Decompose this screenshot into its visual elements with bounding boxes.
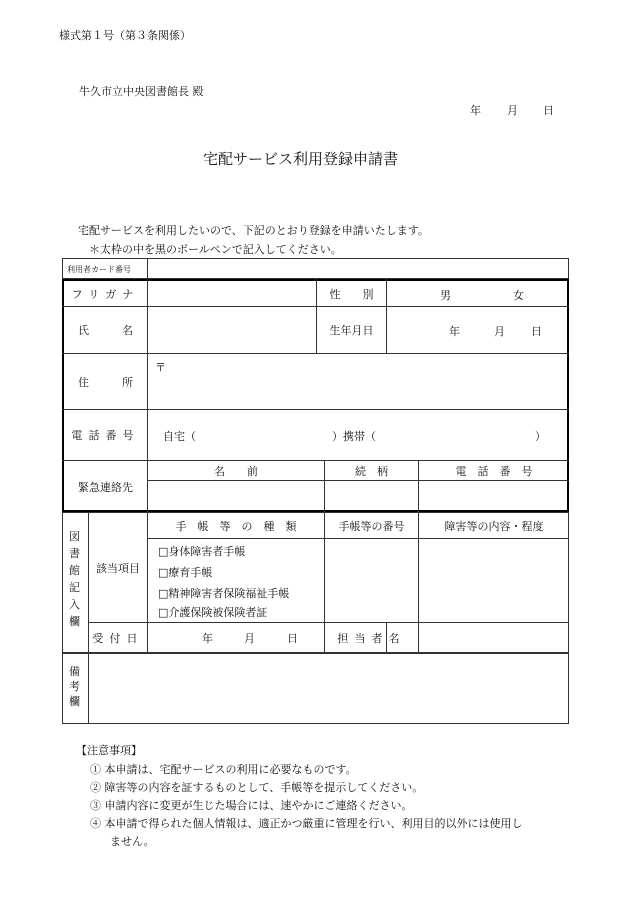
emergency-relation-input[interactable]: [327, 483, 416, 509]
home-phone-label: 自宅（: [163, 430, 196, 443]
library-section-label: 図 書 館 記 入 欄: [69, 530, 80, 628]
addressee: 牛久市立中央図書館長 殿: [79, 85, 204, 98]
birth-year-label: 年: [449, 325, 460, 338]
date-year-label: 年: [470, 104, 481, 117]
phone-label: 電話番号: [71, 429, 140, 442]
emergency-relation-header: 続 柄: [355, 464, 388, 478]
handbook-type-header: 手 帳 等 の 種 類: [175, 519, 297, 533]
address-input[interactable]: [170, 357, 565, 407]
note-item-2: ② 障害等の内容を証するものとして、手帳等を提示してください。: [90, 781, 424, 794]
emergency-phone-header: 電 話 番 号: [455, 464, 533, 478]
notes-heading: 【注意事項】: [76, 744, 142, 757]
birth-month-label: 月: [494, 325, 505, 338]
received-day-label: 日: [287, 632, 298, 645]
note-item-1: ① 本申請は、宅配サービスの利用に必要なものです。: [90, 763, 357, 776]
card-number-input[interactable]: [150, 260, 566, 277]
remarks-label: 備 考 欄: [69, 665, 80, 708]
handbook-option-physical[interactable]: □身体障害者手帳: [158, 545, 246, 558]
note-item-4: ④ 本申請で得られた個人情報は、適正かつ厳重に管理を行い、利用目的以外には使用し: [90, 817, 523, 830]
mobile-phone-label: ）携帯（: [332, 430, 376, 443]
card-number-label: 利用者カード番号: [67, 265, 131, 274]
received-date-label: 受付日: [92, 632, 144, 645]
emergency-name-header: 名 前: [214, 464, 258, 478]
handbook-option-mental[interactable]: □精神障害者保険福祉手帳: [158, 587, 290, 600]
page-title: 宅配サービス利用登録申請書: [203, 150, 399, 168]
staff-name-label: 担当者名: [337, 632, 406, 645]
name-input[interactable]: [150, 309, 314, 351]
remarks-input[interactable]: [92, 656, 566, 721]
note-item-3: ③ 申請内容に変更が生じた場合には、速やかにご連絡ください。: [90, 799, 413, 812]
postal-mark: 〒: [155, 361, 166, 374]
handbook-option-ryoiku[interactable]: □療育手帳: [158, 566, 213, 579]
furigana-label: フリガナ: [71, 287, 140, 301]
date-day-label: 日: [543, 104, 554, 117]
instruction-text: ＊太枠の中を黒のボールペンで記入してください。: [89, 243, 342, 256]
date-month-label: 月: [507, 104, 518, 117]
name-label: 氏 名: [78, 324, 133, 337]
note-item-4-continuation: ません。: [110, 835, 155, 848]
phone-close-paren: ）: [535, 430, 546, 443]
emergency-contact-label: 緊急連絡先: [78, 480, 133, 494]
intro-text: 宅配サービスを利用したいので、下記のとおり登録を申請いたします。: [78, 224, 429, 237]
birth-day-label: 日: [531, 325, 542, 338]
disability-header: 障害等の内容・程度: [444, 519, 544, 533]
received-month-label: 月: [244, 632, 255, 645]
address-label: 住 所: [78, 375, 133, 389]
emergency-phone-input[interactable]: [421, 483, 565, 509]
furigana-input[interactable]: [150, 282, 314, 304]
received-year-label: 年: [202, 632, 213, 645]
handbook-number-header: 手帳等の番号: [338, 519, 405, 533]
applicable-item-label: 該当項目: [96, 561, 140, 575]
handbook-option-care-insurance[interactable]: □介護保険被保険者証: [158, 606, 268, 619]
gender-label: 性 別: [329, 287, 374, 301]
birthdate-label: 生年月日: [329, 324, 374, 337]
form-number: 様式第１号（第３条関係）: [59, 29, 191, 42]
emergency-name-input[interactable]: [150, 483, 322, 509]
gender-male[interactable]: 男: [440, 289, 451, 302]
gender-female[interactable]: 女: [513, 289, 524, 302]
